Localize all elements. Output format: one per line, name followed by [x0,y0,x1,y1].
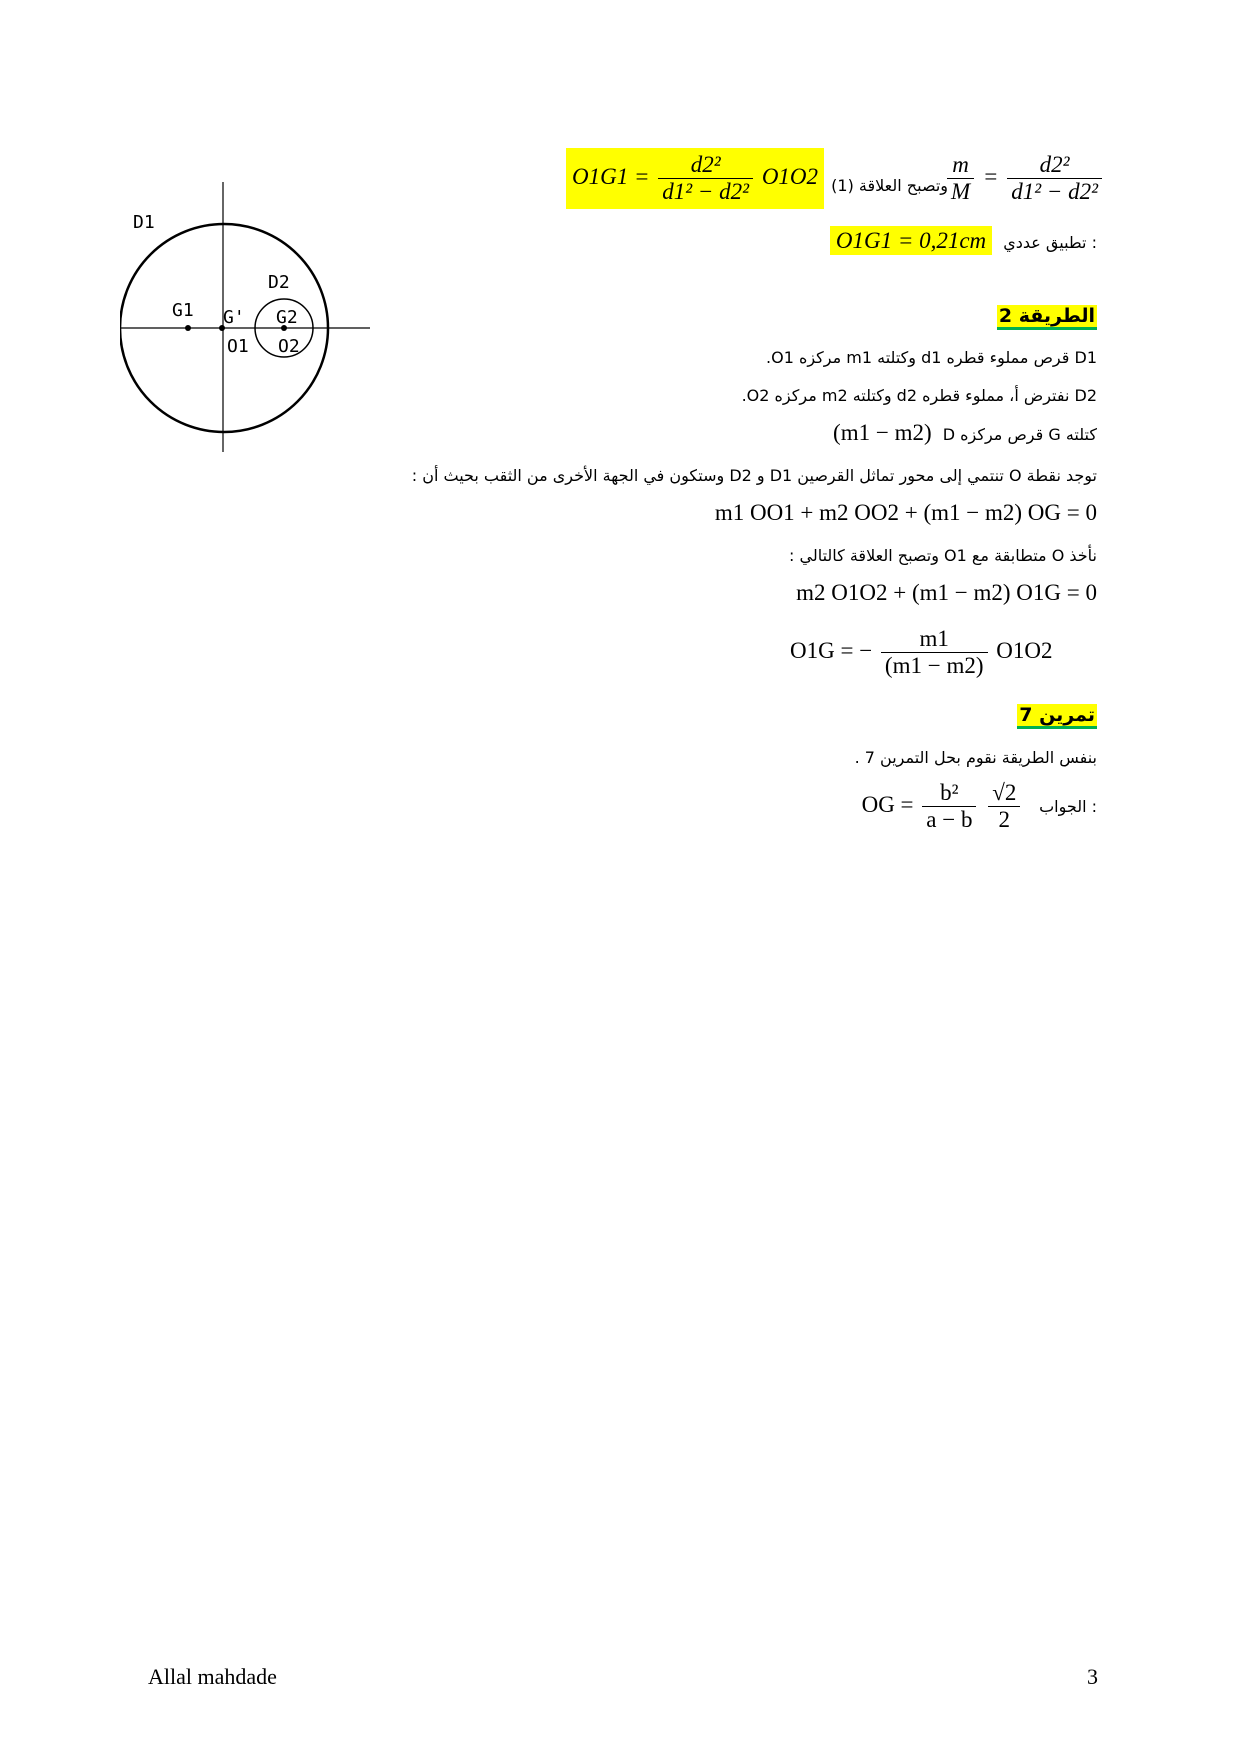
ratio-equals: = [982,163,999,189]
method2-line3-text: D قرص مركزه G كتلته [942,425,1097,444]
label-o1: O1 [227,336,249,357]
relation-text: وتصبح العلاقة (1) [831,176,948,195]
ratio-numerator-m: m [947,152,974,179]
answer-denominator-2: 2 [998,807,1011,832]
footer-author: Allal mahdade [148,1664,277,1689]
answer-numerator-1: b² [922,780,976,807]
formula-numerator: d2² [658,152,753,179]
label-g2: G2 [276,307,298,328]
ex7-heading-wrap [1017,704,1097,726]
formula-rhs: O1O2 [761,163,819,189]
formula-lhs: O1G1 = [572,163,650,189]
ratio-fraction-diameter [1007,152,1102,205]
footer-page-number: 3 [1087,1664,1098,1689]
ratio-formula [944,152,1105,205]
point-g1 [185,325,191,331]
ratio-denominator-d: d1² − d2² [1011,179,1099,204]
method2-line1: D1 قرص مملوء قطره d1 وكتلته m1 مركزه O1. [766,348,1097,367]
eq3-denominator: (m1 − m2) [884,653,984,678]
ex7-heading: تمرين 7 [1017,704,1097,729]
label-gprime: G' [223,307,245,328]
method2-line4: توجد نقطة O تنتمي إلى محور تماثل القرصين D1 و D2 وستكون في الجهة الأخرى من الثقب بحيث أن : [411,466,1097,485]
answer-lhs: OG = [861,791,914,817]
numeric-value: O1G1 = 0,21cm [830,226,992,255]
label-g1: G1 [172,300,194,321]
vector-equation-1: m1 OO1 + m2 OO2 + (m1 − m2) OG = 0 [714,500,1097,525]
eq3-lhs: O1G = − [790,637,873,663]
ex7-answer-formula [861,780,1030,832]
answer-denominator-1: a − b [926,807,973,832]
formula-fraction [658,152,753,205]
vector-equation-3 [790,626,1052,679]
ex7-answer-row [862,780,1097,833]
answer-fraction-1 [922,780,976,833]
method2-line5: نأخذ O متطابقة مع O1 وتصبح العلاقة كالتالي : [789,546,1097,565]
label-d1: D1 [133,212,155,233]
ratio-numerator-d: d2² [1007,152,1102,179]
vector-equation-2: m2 O1O2 + (m1 − m2) O1G = 0 [796,580,1097,605]
ratio-denominator-m: M [951,179,971,204]
eq3-rhs: O1O2 [996,637,1053,663]
formula-denominator: d1² − d2² [662,179,750,204]
numeric-application-row [830,228,1097,254]
ex7-line: بنفس الطريقة نقوم بحل التمرين 7 . [854,748,1097,767]
method2-heading-wrap [997,305,1097,327]
highlighted-formula-o1g1 [566,148,824,209]
method2-line3 [833,420,1097,446]
answer-numerator-2: √2 [988,780,1020,807]
answer-fraction-2 [988,780,1020,833]
label-o2: O2 [278,336,300,357]
answer-label: الجواب : [1039,796,1097,816]
eq3-fraction [881,626,988,679]
ratio-fraction-mass [947,152,974,205]
numeric-label: تطبيق عددي : [1003,233,1097,252]
method2-line3-math: (m1 − m2) [833,420,932,445]
method2-line2: D2 نفترض أ، مملوء قطره d2 وكتلته m2 مركزه O2. [741,386,1097,405]
label-d2: D2 [268,272,290,293]
disc-figure [120,180,370,455]
eq3-numerator: m1 [881,626,988,653]
method2-heading: الطريقة 2 [997,305,1097,330]
